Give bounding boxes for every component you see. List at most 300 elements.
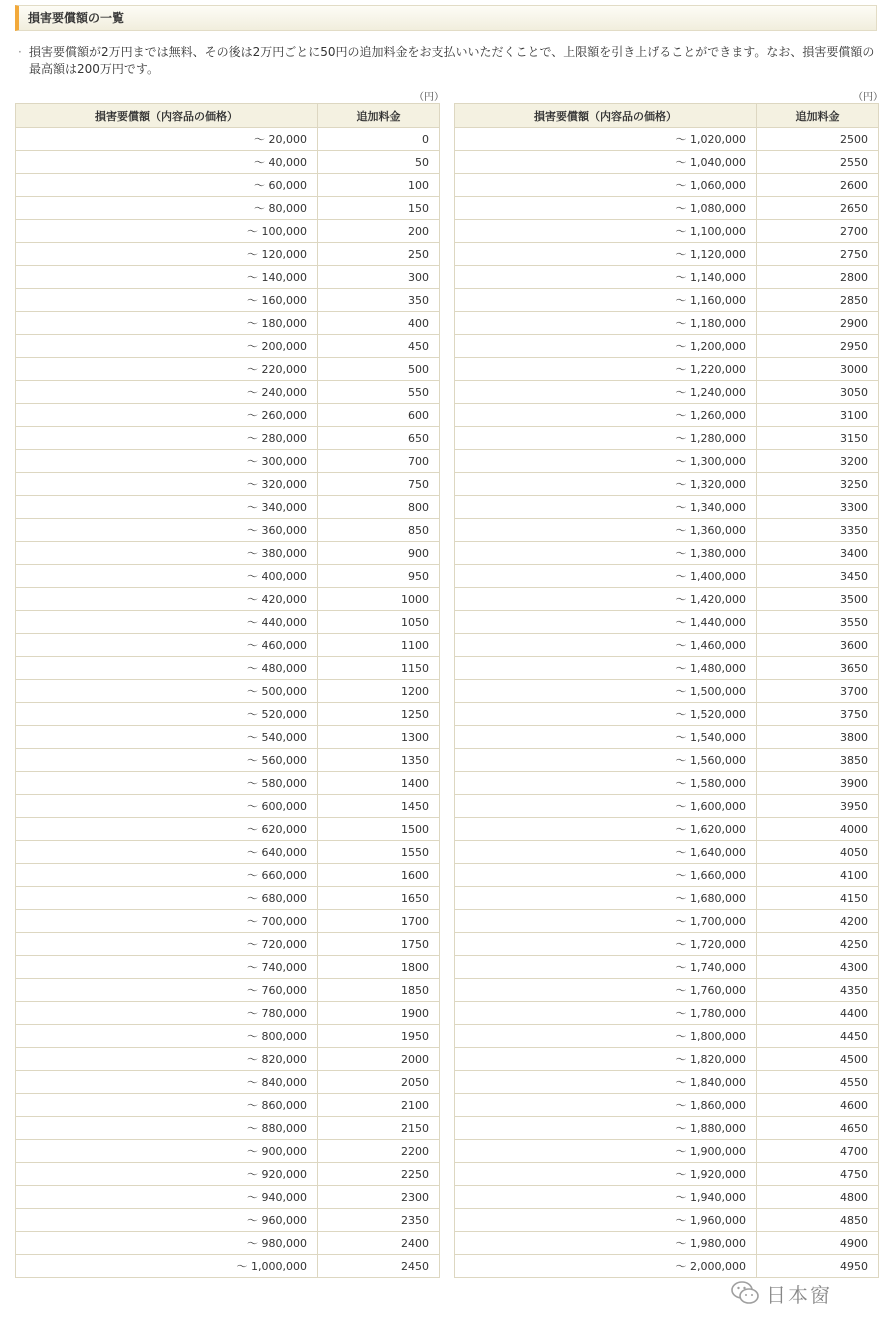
table-row xyxy=(16,1025,440,1048)
fee-cell: 650 xyxy=(318,427,440,450)
table-row xyxy=(16,266,440,289)
amount-cell: ～ 1,700,000 xyxy=(455,910,757,933)
table-row xyxy=(16,818,440,841)
amount-cell: ～ 360,000 xyxy=(16,519,318,542)
table-row xyxy=(16,611,440,634)
amount-cell: ～ 600,000 xyxy=(16,795,318,818)
fee-cell: 3650 xyxy=(757,657,879,680)
fee-cell: 4250 xyxy=(757,933,879,956)
amount-cell: ～ 1,460,000 xyxy=(455,634,757,657)
table-row xyxy=(455,1094,879,1117)
fee-cell: 4100 xyxy=(757,864,879,887)
fee-cell: 4000 xyxy=(757,818,879,841)
table-row xyxy=(455,703,879,726)
fee-cell: 1150 xyxy=(318,657,440,680)
fee-cell: 600 xyxy=(318,404,440,427)
amount-cell: ～ 880,000 xyxy=(16,1117,318,1140)
table-row xyxy=(455,335,879,358)
amount-cell: ～ 1,200,000 xyxy=(455,335,757,358)
fee-cell: 450 xyxy=(318,335,440,358)
fee-cell: 2100 xyxy=(318,1094,440,1117)
fee-cell: 3000 xyxy=(757,358,879,381)
fee-cell: 2600 xyxy=(757,174,879,197)
amount-cell: ～ 1,860,000 xyxy=(455,1094,757,1117)
amount-cell: ～ 1,660,000 xyxy=(455,864,757,887)
amount-cell: ～ 20,000 xyxy=(16,128,318,151)
table-row xyxy=(16,151,440,174)
fee-cell: 4800 xyxy=(757,1186,879,1209)
table-row xyxy=(455,910,879,933)
table-row xyxy=(16,933,440,956)
table-row xyxy=(16,404,440,427)
amount-cell: ～ 860,000 xyxy=(16,1094,318,1117)
table-row xyxy=(16,979,440,1002)
fee-cell: 3850 xyxy=(757,749,879,772)
section-heading: 損害要償額の一覧 xyxy=(15,5,877,31)
table-row xyxy=(16,358,440,381)
amount-cell: ～ 320,000 xyxy=(16,473,318,496)
amount-cell: ～ 1,640,000 xyxy=(455,841,757,864)
table-row xyxy=(455,1025,879,1048)
fee-cell: 2400 xyxy=(318,1232,440,1255)
table-row xyxy=(16,519,440,542)
amount-cell: ～ 260,000 xyxy=(16,404,318,427)
amount-cell: ～ 1,980,000 xyxy=(455,1232,757,1255)
table-row xyxy=(455,496,879,519)
amount-cell: ～ 1,000,000 xyxy=(16,1255,318,1278)
amount-cell: ～ 1,900,000 xyxy=(455,1140,757,1163)
fee-cell: 500 xyxy=(318,358,440,381)
fee-cell: 2250 xyxy=(318,1163,440,1186)
fee-cell: 2750 xyxy=(757,243,879,266)
table-header-row xyxy=(455,104,879,128)
table-row xyxy=(455,1209,879,1232)
table-row xyxy=(455,1255,879,1278)
table-row xyxy=(455,1186,879,1209)
table-row xyxy=(16,1255,440,1278)
amount-cell: ～ 1,320,000 xyxy=(455,473,757,496)
table-row xyxy=(16,128,440,151)
amount-cell: ～ 980,000 xyxy=(16,1232,318,1255)
fee-cell: 1750 xyxy=(318,933,440,956)
table-row xyxy=(16,1163,440,1186)
fee-cell: 4700 xyxy=(757,1140,879,1163)
amount-cell: ～ 200,000 xyxy=(16,335,318,358)
amount-cell: ～ 1,060,000 xyxy=(455,174,757,197)
amount-cell: ～ 100,000 xyxy=(16,220,318,243)
table-row xyxy=(16,496,440,519)
amount-cell: ～ 1,440,000 xyxy=(455,611,757,634)
amount-cell: ～ 820,000 xyxy=(16,1048,318,1071)
amount-cell: ～ 1,880,000 xyxy=(455,1117,757,1140)
fee-table-right xyxy=(454,103,879,1278)
amount-cell: ～ 140,000 xyxy=(16,266,318,289)
table-row xyxy=(455,841,879,864)
fee-cell: 3950 xyxy=(757,795,879,818)
fee-cell: 4150 xyxy=(757,887,879,910)
amount-cell: ～ 640,000 xyxy=(16,841,318,864)
amount-cell: ～ 400,000 xyxy=(16,565,318,588)
fee-cell: 4850 xyxy=(757,1209,879,1232)
table-row xyxy=(455,358,879,381)
amount-cell: ～ 1,800,000 xyxy=(455,1025,757,1048)
amount-cell: ～ 1,720,000 xyxy=(455,933,757,956)
table-row xyxy=(16,335,440,358)
table-row xyxy=(455,726,879,749)
table-row xyxy=(455,611,879,634)
amount-cell: ～ 540,000 xyxy=(16,726,318,749)
table-row xyxy=(455,289,879,312)
fee-cell: 4300 xyxy=(757,956,879,979)
table-row xyxy=(455,427,879,450)
amount-cell: ～ 1,080,000 xyxy=(455,197,757,220)
table-row xyxy=(455,818,879,841)
watermark xyxy=(730,1276,870,1310)
fee-cell: 2800 xyxy=(757,266,879,289)
amount-cell: ～ 680,000 xyxy=(16,887,318,910)
fee-cell: 2450 xyxy=(318,1255,440,1278)
fee-cell: 0 xyxy=(318,128,440,151)
amount-cell: ～ 1,260,000 xyxy=(455,404,757,427)
fee-cell: 2900 xyxy=(757,312,879,335)
column-header-amount: 損害要償額（内容品の価格） xyxy=(455,104,757,128)
amount-cell: ～ 500,000 xyxy=(16,680,318,703)
fee-cell: 1700 xyxy=(318,910,440,933)
fee-cell: 2700 xyxy=(757,220,879,243)
table-row xyxy=(16,772,440,795)
table-row xyxy=(455,634,879,657)
fee-cell: 3600 xyxy=(757,634,879,657)
table-row xyxy=(16,427,440,450)
fee-cell: 3350 xyxy=(757,519,879,542)
table-row xyxy=(16,1048,440,1071)
amount-cell: ～ 1,920,000 xyxy=(455,1163,757,1186)
column-header-amount: 損害要償額（内容品の価格） xyxy=(16,104,318,128)
column-header-fee: 追加料金 xyxy=(318,104,440,128)
amount-cell: ～ 1,600,000 xyxy=(455,795,757,818)
amount-cell: ～ 1,580,000 xyxy=(455,772,757,795)
table-row xyxy=(455,404,879,427)
fee-cell: 1200 xyxy=(318,680,440,703)
amount-cell: ～ 740,000 xyxy=(16,956,318,979)
fee-cell: 3300 xyxy=(757,496,879,519)
fee-cell: 1850 xyxy=(318,979,440,1002)
amount-cell: ～ 80,000 xyxy=(16,197,318,220)
table-row xyxy=(455,956,879,979)
amount-cell: ～ 220,000 xyxy=(16,358,318,381)
table-row xyxy=(455,680,879,703)
fee-cell: 4900 xyxy=(757,1232,879,1255)
amount-cell: ～ 180,000 xyxy=(16,312,318,335)
fee-cell: 2150 xyxy=(318,1117,440,1140)
table-row xyxy=(16,910,440,933)
table-row xyxy=(455,772,879,795)
amount-cell: ～ 460,000 xyxy=(16,634,318,657)
amount-cell: ～ 160,000 xyxy=(16,289,318,312)
fee-cell: 4750 xyxy=(757,1163,879,1186)
table-row xyxy=(455,381,879,404)
table-row xyxy=(16,680,440,703)
amount-cell: ～ 1,560,000 xyxy=(455,749,757,772)
fee-cell: 3050 xyxy=(757,381,879,404)
fee-cell: 900 xyxy=(318,542,440,565)
table-row xyxy=(455,887,879,910)
watermark-text: 日本窗 xyxy=(766,1282,832,1307)
table-row xyxy=(455,1140,879,1163)
table-row xyxy=(455,197,879,220)
table-row xyxy=(455,979,879,1002)
amount-cell: ～ 840,000 xyxy=(16,1071,318,1094)
fee-cell: 1350 xyxy=(318,749,440,772)
table-row xyxy=(455,220,879,243)
note-text: 損害要償額が2万円までは無料、その後は2万円ごとに50円の追加料金をお支払いいただくことで、上限額を引き上げることができます。なお、損害要償額の最高額は200万円です。 xyxy=(29,45,875,76)
table-row xyxy=(455,128,879,151)
table-row xyxy=(455,312,879,335)
amount-cell: ～ 520,000 xyxy=(16,703,318,726)
table-row xyxy=(455,151,879,174)
amount-cell: ～ 120,000 xyxy=(16,243,318,266)
fee-cell: 4350 xyxy=(757,979,879,1002)
table-row xyxy=(455,1071,879,1094)
amount-cell: ～ 240,000 xyxy=(16,381,318,404)
fee-cell: 1250 xyxy=(318,703,440,726)
table-row xyxy=(16,657,440,680)
amount-cell: ～ 720,000 xyxy=(16,933,318,956)
table-row xyxy=(16,450,440,473)
amount-cell: ～ 1,740,000 xyxy=(455,956,757,979)
table-row xyxy=(16,726,440,749)
fee-cell: 2300 xyxy=(318,1186,440,1209)
fee-cell: 1600 xyxy=(318,864,440,887)
table-row xyxy=(16,1071,440,1094)
amount-cell: ～ 1,020,000 xyxy=(455,128,757,151)
fee-cell: 2950 xyxy=(757,335,879,358)
table-row xyxy=(16,749,440,772)
amount-cell: ～ 960,000 xyxy=(16,1209,318,1232)
fee-cell: 3700 xyxy=(757,680,879,703)
fee-cell: 2050 xyxy=(318,1071,440,1094)
amount-cell: ～ 1,420,000 xyxy=(455,588,757,611)
fee-cell: 3900 xyxy=(757,772,879,795)
fee-cell: 2350 xyxy=(318,1209,440,1232)
amount-cell: ～ 1,100,000 xyxy=(455,220,757,243)
table-row xyxy=(16,1186,440,1209)
table-row xyxy=(16,289,440,312)
fee-cell: 1100 xyxy=(318,634,440,657)
fee-cell: 3150 xyxy=(757,427,879,450)
amount-cell: ～ 1,300,000 xyxy=(455,450,757,473)
amount-cell: ～ 380,000 xyxy=(16,542,318,565)
fee-cell: 2850 xyxy=(757,289,879,312)
table-row xyxy=(455,243,879,266)
table-row xyxy=(16,1140,440,1163)
amount-cell: ～ 1,400,000 xyxy=(455,565,757,588)
bullet: · xyxy=(18,45,22,59)
table-row xyxy=(16,795,440,818)
table-row xyxy=(16,542,440,565)
fee-cell: 1450 xyxy=(318,795,440,818)
table-row xyxy=(16,381,440,404)
amount-cell: ～ 1,340,000 xyxy=(455,496,757,519)
amount-cell: ～ 1,940,000 xyxy=(455,1186,757,1209)
amount-cell: ～ 300,000 xyxy=(16,450,318,473)
table-row xyxy=(16,1117,440,1140)
fee-cell: 2500 xyxy=(757,128,879,151)
amount-cell: ～ 2,000,000 xyxy=(455,1255,757,1278)
amount-cell: ～ 1,360,000 xyxy=(455,519,757,542)
table-row xyxy=(16,864,440,887)
fee-cell: 100 xyxy=(318,174,440,197)
amount-cell: ～ 1,480,000 xyxy=(455,657,757,680)
fee-cell: 3100 xyxy=(757,404,879,427)
fee-cell: 1550 xyxy=(318,841,440,864)
fee-cell: 300 xyxy=(318,266,440,289)
table-row xyxy=(455,1117,879,1140)
fee-cell: 950 xyxy=(318,565,440,588)
fee-cell: 3250 xyxy=(757,473,879,496)
table-row xyxy=(455,519,879,542)
unit-label-right: （円） xyxy=(853,92,883,103)
fee-cell: 1050 xyxy=(318,611,440,634)
fee-cell: 2200 xyxy=(318,1140,440,1163)
fee-cell: 1800 xyxy=(318,956,440,979)
table-row xyxy=(16,565,440,588)
fee-cell: 850 xyxy=(318,519,440,542)
fee-cell: 3800 xyxy=(757,726,879,749)
amount-cell: ～ 1,240,000 xyxy=(455,381,757,404)
fee-cell: 2000 xyxy=(318,1048,440,1071)
fee-cell: 4200 xyxy=(757,910,879,933)
amount-cell: ～ 340,000 xyxy=(16,496,318,519)
fee-cell: 1900 xyxy=(318,1002,440,1025)
fee-cell: 200 xyxy=(318,220,440,243)
table-row xyxy=(16,703,440,726)
amount-cell: ～ 1,820,000 xyxy=(455,1048,757,1071)
fee-cell: 700 xyxy=(318,450,440,473)
table-row xyxy=(455,588,879,611)
amount-cell: ～ 440,000 xyxy=(16,611,318,634)
fee-cell: 4650 xyxy=(757,1117,879,1140)
amount-cell: ～ 920,000 xyxy=(16,1163,318,1186)
fee-cell: 1000 xyxy=(318,588,440,611)
amount-cell: ～ 1,500,000 xyxy=(455,680,757,703)
amount-cell: ～ 280,000 xyxy=(16,427,318,450)
amount-cell: ～ 1,280,000 xyxy=(455,427,757,450)
table-row xyxy=(16,220,440,243)
fee-cell: 4050 xyxy=(757,841,879,864)
table-row xyxy=(16,956,440,979)
fee-cell: 750 xyxy=(318,473,440,496)
table-row xyxy=(455,450,879,473)
fee-cell: 3750 xyxy=(757,703,879,726)
fee-cell: 150 xyxy=(318,197,440,220)
table-row xyxy=(16,1094,440,1117)
table-row xyxy=(455,473,879,496)
table-row xyxy=(455,657,879,680)
fee-cell: 400 xyxy=(318,312,440,335)
table-header-row xyxy=(16,104,440,128)
amount-cell: ～ 660,000 xyxy=(16,864,318,887)
amount-cell: ～ 1,160,000 xyxy=(455,289,757,312)
fee-cell: 4400 xyxy=(757,1002,879,1025)
table-row xyxy=(455,1048,879,1071)
amount-cell: ～ 1,220,000 xyxy=(455,358,757,381)
table-row xyxy=(16,473,440,496)
fee-cell: 1300 xyxy=(318,726,440,749)
table-row xyxy=(16,174,440,197)
amount-cell: ～ 480,000 xyxy=(16,657,318,680)
table-row xyxy=(455,1163,879,1186)
amount-cell: ～ 1,960,000 xyxy=(455,1209,757,1232)
amount-cell: ～ 620,000 xyxy=(16,818,318,841)
table-row xyxy=(455,749,879,772)
fee-cell: 3400 xyxy=(757,542,879,565)
table-row xyxy=(16,588,440,611)
fee-cell: 350 xyxy=(318,289,440,312)
fee-cell: 800 xyxy=(318,496,440,519)
amount-cell: ～ 1,760,000 xyxy=(455,979,757,1002)
fee-cell: 4950 xyxy=(757,1255,879,1278)
fee-cell: 4450 xyxy=(757,1025,879,1048)
amount-cell: ～ 1,180,000 xyxy=(455,312,757,335)
table-row xyxy=(16,1002,440,1025)
table-row xyxy=(455,266,879,289)
fee-cell: 1500 xyxy=(318,818,440,841)
table-row xyxy=(16,312,440,335)
amount-cell: ～ 760,000 xyxy=(16,979,318,1002)
amount-cell: ～ 560,000 xyxy=(16,749,318,772)
table-row xyxy=(455,565,879,588)
table-row xyxy=(16,243,440,266)
amount-cell: ～ 1,680,000 xyxy=(455,887,757,910)
table-row xyxy=(455,1002,879,1025)
table-row xyxy=(16,197,440,220)
table-row xyxy=(16,1209,440,1232)
table-row xyxy=(16,1232,440,1255)
fee-note xyxy=(18,44,880,78)
fee-cell: 4600 xyxy=(757,1094,879,1117)
fee-cell: 4500 xyxy=(757,1048,879,1071)
amount-cell: ～ 800,000 xyxy=(16,1025,318,1048)
table-row xyxy=(455,542,879,565)
fee-cell: 1650 xyxy=(318,887,440,910)
amount-cell: ～ 1,840,000 xyxy=(455,1071,757,1094)
fee-table-left xyxy=(15,103,440,1278)
amount-cell: ～ 1,780,000 xyxy=(455,1002,757,1025)
table-row xyxy=(455,795,879,818)
amount-cell: ～ 40,000 xyxy=(16,151,318,174)
table-row xyxy=(16,887,440,910)
table-row xyxy=(455,933,879,956)
fee-cell: 50 xyxy=(318,151,440,174)
amount-cell: ～ 1,620,000 xyxy=(455,818,757,841)
fee-cell: 3200 xyxy=(757,450,879,473)
fee-cell: 550 xyxy=(318,381,440,404)
amount-cell: ～ 940,000 xyxy=(16,1186,318,1209)
fee-cell: 3550 xyxy=(757,611,879,634)
amount-cell: ～ 1,140,000 xyxy=(455,266,757,289)
amount-cell: ～ 1,520,000 xyxy=(455,703,757,726)
amount-cell: ～ 900,000 xyxy=(16,1140,318,1163)
fee-cell: 4550 xyxy=(757,1071,879,1094)
fee-cell: 3450 xyxy=(757,565,879,588)
amount-cell: ～ 1,380,000 xyxy=(455,542,757,565)
fee-cell: 2550 xyxy=(757,151,879,174)
fee-cell: 2650 xyxy=(757,197,879,220)
amount-cell: ～ 420,000 xyxy=(16,588,318,611)
amount-cell: ～ 1,040,000 xyxy=(455,151,757,174)
amount-cell: ～ 580,000 xyxy=(16,772,318,795)
